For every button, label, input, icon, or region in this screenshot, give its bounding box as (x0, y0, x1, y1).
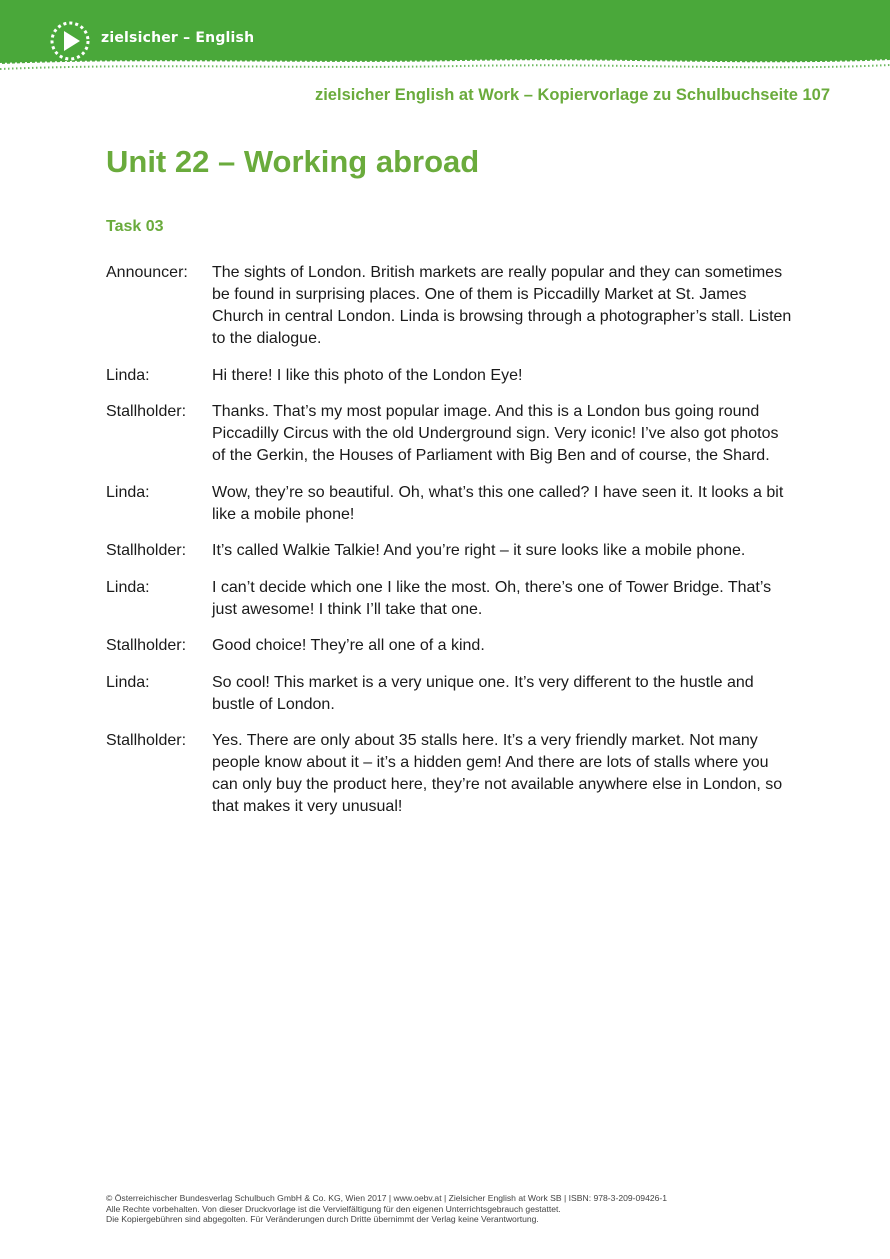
dialogue-turn (106, 482, 796, 526)
copyright-footer (106, 1193, 667, 1225)
dialogue-text: The sights of London. British markets are really popular and they can sometimes be found in surprising places. One of them is Piccadilly Market at St. James Church in central London. Linda is browsing through a photographer’s stall. Listen to the dialogue. (212, 264, 792, 347)
brand-name: zielsicher – English (101, 30, 255, 46)
speaker-label: Linda: (106, 366, 150, 384)
dialogue-text: Wow, they’re so beautiful. Oh, what’s this one called? I have seen it. It looks a bit like a mobile phone! (212, 483, 784, 523)
dialogue-turn (106, 672, 796, 716)
speaker-label: Stallholder: (106, 542, 187, 559)
dialogue-turn (106, 577, 796, 621)
dialogue-text: So cool! This market is a very unique one. It’s very different to the hustle and bustle of London. (212, 673, 754, 713)
dialogue-text: Thanks. That’s my most popular image. And this is a London bus going round Piccadilly Circus with the old Underground sign. Very iconic! I’ve also got photos of the Gerkin, the Houses of Parliament with Big Ben and of course, the Shard. (212, 403, 779, 464)
speaker-label: Linda: (106, 483, 150, 501)
dialogue-turn (106, 365, 796, 387)
dialogue-turn (106, 730, 796, 818)
dialogue-text: Hi there! I like this photo of the London Eye! (212, 366, 523, 384)
footer-line: © Österreichischer Bundesverlag Schulbuch GmbH & Co. KG, Wien 2017 | www.oebv.at | Zielsicher English at Work SB | ISBN: 978-3-209-09426-1 (106, 1193, 668, 1203)
dialogue-text: I can’t decide which one I like the most. Oh, there’s one of Tower Bridge. That’s just awesome! I think I’ll take that one. (212, 578, 772, 618)
speaker-label: Linda: (106, 673, 150, 691)
unit-title: Unit 22 – Working abroad (106, 144, 480, 179)
task-label: Task 03 (106, 218, 164, 235)
speaker-label: Linda: (106, 578, 150, 596)
speaker-label: Stallholder: (106, 732, 187, 749)
footer-line: Die Kopiergebühren sind abgegolten. Für Veränderungen durch Dritte übernimmt der Verlag keine Verantwortung. (106, 1214, 539, 1224)
dialogue-text: Yes. There are only about 35 stalls here. It’s a very friendly market. Not many people know about it – it’s a hidden gem! And there are lots of stalls where you can only buy the product here, they’re not available anywhere else in London, so that makes it very unusual! (212, 732, 783, 815)
dialogue-turn (106, 635, 796, 657)
footer-line: Alle Rechte vorbehalten. Von dieser Druckvorlage ist die Vervielfältigung für den eigenen Unterrichtsgebrauch gestattet. (106, 1203, 561, 1214)
page-reference: zielsicher English at Work – Kopiervorlage zu Schulbuchseite 107 (314, 86, 830, 104)
dialogue-turn (106, 401, 796, 467)
play-logo-icon (49, 20, 91, 62)
dialogue-turn (106, 540, 796, 562)
speaker-label: Stallholder: (106, 637, 187, 654)
dialogue-turn (106, 262, 796, 350)
dialogue-text: Good choice! They’re all one of a kind. (212, 637, 485, 654)
dialogue (106, 262, 796, 833)
header-banner (0, 0, 890, 80)
dialogue-text: It’s called Walkie Talkie! And you’re right – it sure looks like a mobile phone. (212, 542, 746, 559)
speaker-label: Announcer: (106, 264, 188, 281)
speaker-label: Stallholder: (106, 403, 187, 420)
